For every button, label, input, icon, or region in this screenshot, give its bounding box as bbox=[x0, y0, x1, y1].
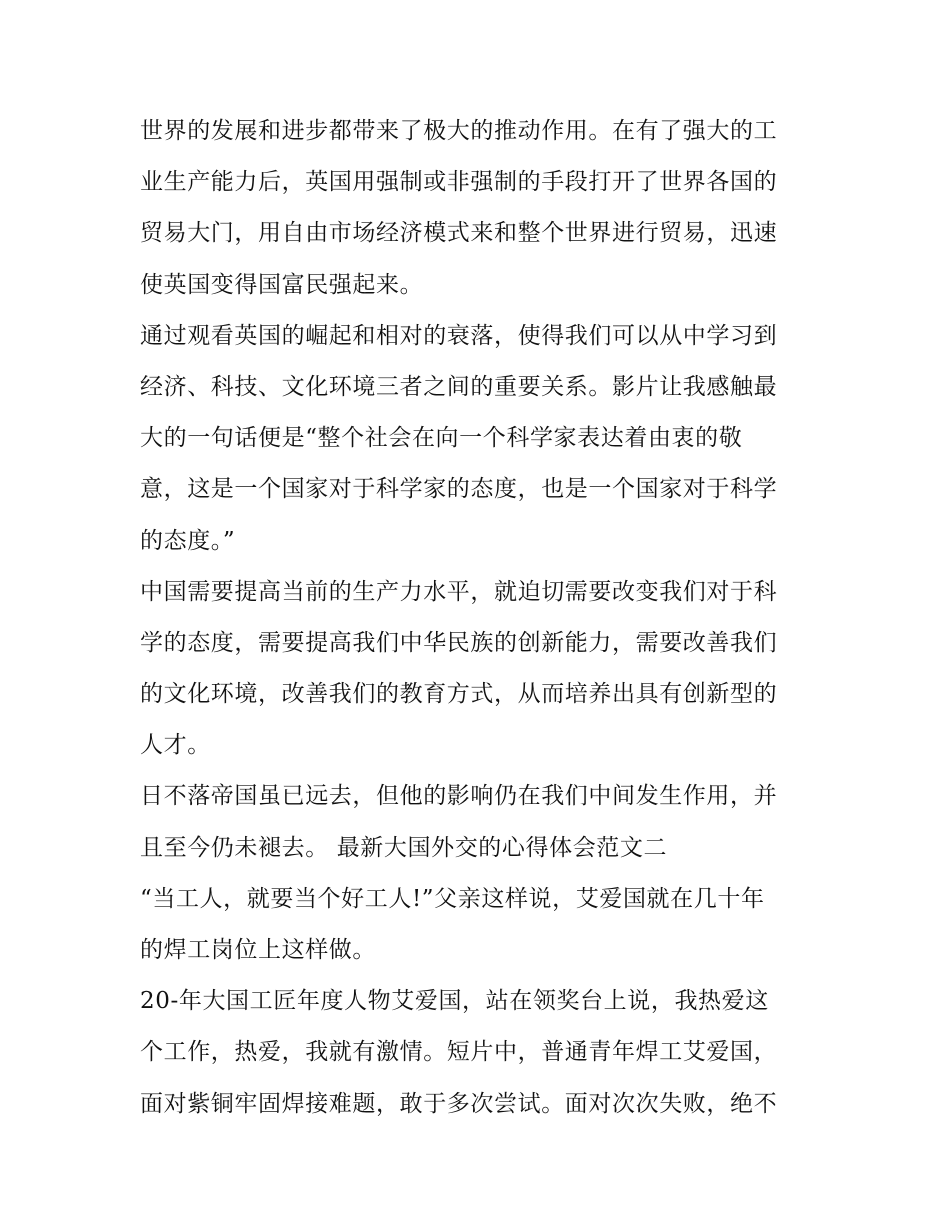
text-line: 业生产能力后，英国用强制或非强制的手段打开了世界各国的 bbox=[140, 169, 778, 196]
text-line: 的焊工岗位上这样做。 bbox=[140, 937, 376, 963]
text-line: 学的态度，需要提高我们中华民族的创新能力，需要改善我们 bbox=[140, 629, 778, 656]
text-line: 的态度。” bbox=[140, 527, 236, 554]
text-line: 20-年大国工匠年度人物艾爱国，站在领奖台上说，我热爱这 bbox=[140, 988, 769, 1015]
text-line: 日不落帝国虽已远去，但他的影响仍在我们中间发生作用，并 bbox=[140, 783, 778, 810]
text-line: 中国需要提高当前的生产力水平，就迫切需要改变我们对于科 bbox=[140, 578, 778, 605]
text-line: 经济、科技、文化环境三者之间的重要关系。影片让我感触最 bbox=[140, 373, 778, 400]
text-line: 面对紫铜牢固焊接难题，敢于多次尝试。面对次次失败，绝不 bbox=[140, 1090, 778, 1117]
text-line: 人才。 bbox=[140, 732, 211, 759]
text-line: 个工作，热爱，我就有激情。短片中，普通青年焊工艾爱国， bbox=[140, 1039, 778, 1066]
text-line: 意，这是一个国家对于科学家的态度，也是一个国家对于科学 bbox=[140, 476, 778, 503]
text-line: 大的一句话便是“整个社会在向一个科学家表达着由衷的敬 bbox=[140, 425, 743, 452]
text-line: 的文化环境，改善我们的教育方式，从而培养出具有创新型的 bbox=[140, 681, 778, 708]
text-line: 通过观看英国的崛起和相对的衰落，使得我们可以从中学习到 bbox=[140, 322, 778, 349]
text-line: 使英国变得国富民强起来。 bbox=[140, 271, 424, 298]
text-line: 世界的发展和进步都带来了极大的推动作用。在有了强大的工 bbox=[140, 118, 778, 144]
text-line: “当工人，就要当个好工人!”父亲这样说，艾爱国就在几十年 bbox=[140, 885, 765, 912]
text-line: 贸易大门，用自由市场经济模式来和整个世界进行贸易，迅速 bbox=[140, 220, 778, 247]
text-line: 且至今仍未褪去。 最新大国外交的心得体会范文二 bbox=[140, 834, 668, 861]
body-text bbox=[140, 106, 830, 1130]
